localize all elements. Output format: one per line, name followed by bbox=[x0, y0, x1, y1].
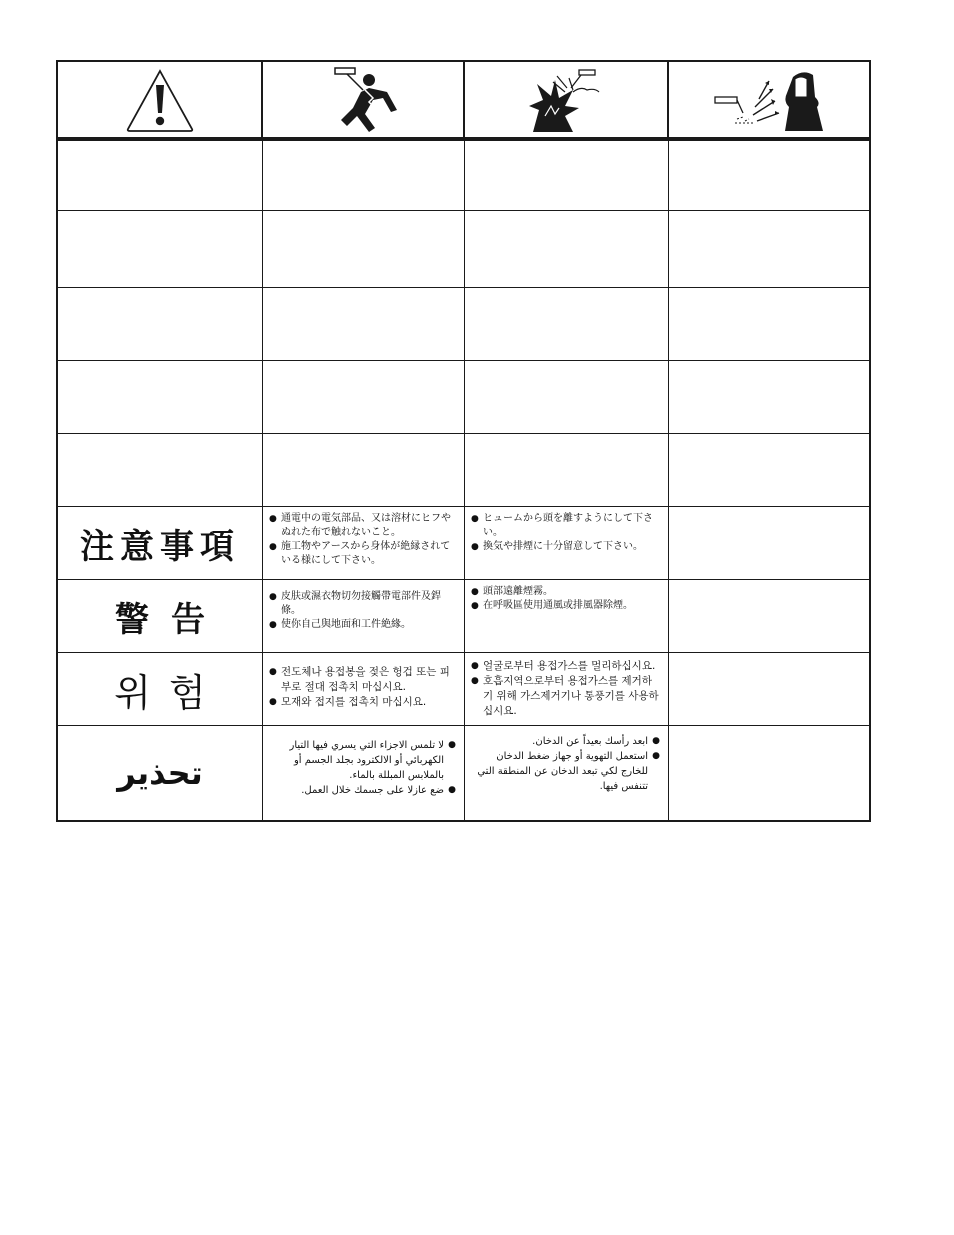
empty-cell bbox=[58, 434, 263, 507]
empty-cell bbox=[263, 288, 465, 361]
label-text: تحذير bbox=[117, 754, 203, 792]
japanese-shock-cell bbox=[263, 507, 465, 580]
empty-cell bbox=[58, 141, 263, 211]
korean-shock-cell bbox=[263, 653, 465, 726]
electric-shock-icon bbox=[325, 66, 401, 134]
header-fumes-cell bbox=[669, 62, 869, 141]
empty-cell bbox=[669, 653, 869, 726]
bullet-item: ● 皮肤或濕衣物切勿接觸帶電部件及銲條。 bbox=[269, 590, 456, 618]
row-label-chinese bbox=[58, 580, 263, 653]
empty-cell bbox=[669, 434, 869, 507]
empty-cell bbox=[465, 141, 669, 211]
empty-cell bbox=[669, 288, 869, 361]
chinese-fumes-cell bbox=[465, 580, 669, 653]
label-text: 警告 bbox=[115, 599, 227, 640]
warning-table bbox=[56, 60, 871, 822]
bullet-item: ● ضع عازلا على جسمك خلال العمل. bbox=[269, 783, 456, 798]
warning-triangle-icon bbox=[125, 67, 195, 133]
welder-fumes-icon bbox=[713, 67, 825, 133]
empty-cell bbox=[465, 288, 669, 361]
empty-cell bbox=[669, 361, 869, 434]
empty-cell bbox=[58, 288, 263, 361]
bullet-item: ● ابعد رأسك بعيداً عن الدخان. bbox=[471, 734, 660, 749]
header-explosion-cell bbox=[465, 62, 669, 141]
empty-cell bbox=[263, 141, 465, 211]
label-text: 위험 bbox=[114, 670, 224, 715]
bullet-item: ● 施工物やアースから身体が絶縁されている様にして下さい。 bbox=[269, 540, 456, 568]
bullet-item: ● لا تلمس الاجزاء التي يسري فيها التيار الكهربائي أو الالكترود بجلد الجسم أو بالملابس المبللة بالماء. bbox=[269, 738, 456, 783]
empty-cell bbox=[465, 211, 669, 288]
empty-cell bbox=[58, 361, 263, 434]
bullet-item: ● 換気や排煙に十分留意して下さい。 bbox=[471, 540, 660, 554]
japanese-fumes-cell bbox=[465, 507, 669, 580]
bullet-item: ● 모재와 접지를 접촉치 마십시요. bbox=[269, 695, 456, 710]
bullet-item: ● ヒュームから頭を離すようにして下さい。 bbox=[471, 512, 660, 540]
korean-fumes-cell bbox=[465, 653, 669, 726]
bullet-item: ● استعمل التهوية أو جهاز ضغط الدخان للخارج لكي تبعد الدخان عن المنطقة التي تتنفس فيها. bbox=[471, 749, 660, 794]
bullet-item: ● 通電中の電気部品、又は溶材にヒフやぬれた布で触れないこと。 bbox=[269, 512, 456, 540]
empty-cell bbox=[669, 141, 869, 211]
bullet-item: ● 전도체나 용접봉을 젖은 헝겁 또는 피부로 절대 접촉치 마십시요. bbox=[269, 665, 456, 695]
bullet-item: ● 호흡지역으로부터 용접가스를 제거하기 위해 가스제거기나 통풍기를 사용하십시요. bbox=[471, 674, 660, 719]
empty-cell bbox=[263, 434, 465, 507]
label-text: 注意事項 bbox=[80, 526, 240, 567]
empty-cell bbox=[669, 211, 869, 288]
empty-cell bbox=[465, 361, 669, 434]
header-warning-cell bbox=[58, 62, 263, 141]
bullet-item: ● 頭部遠離煙霧。 bbox=[471, 585, 660, 599]
header-shock-cell bbox=[263, 62, 465, 141]
empty-cell bbox=[669, 580, 869, 653]
empty-cell bbox=[58, 211, 263, 288]
arabic-shock-cell bbox=[263, 726, 465, 820]
empty-cell bbox=[263, 361, 465, 434]
bullet-item: ● 使你自己與地面和工件絶緣。 bbox=[269, 618, 456, 632]
arabic-fumes-cell bbox=[465, 726, 669, 820]
row-label-japanese bbox=[58, 507, 263, 580]
bullet-item: ● 얼굴로부터 용접가스를 멀리하십시요. bbox=[471, 659, 660, 674]
empty-cell bbox=[263, 211, 465, 288]
fumes-explosion-icon bbox=[525, 66, 607, 134]
empty-cell bbox=[669, 507, 869, 580]
row-label-korean bbox=[58, 653, 263, 726]
bullet-item: ● 在呼吸區使用通風或排風器除煙。 bbox=[471, 599, 660, 613]
empty-cell bbox=[465, 434, 669, 507]
chinese-shock-cell bbox=[263, 580, 465, 653]
row-label-arabic bbox=[58, 726, 263, 820]
empty-cell bbox=[669, 726, 869, 820]
